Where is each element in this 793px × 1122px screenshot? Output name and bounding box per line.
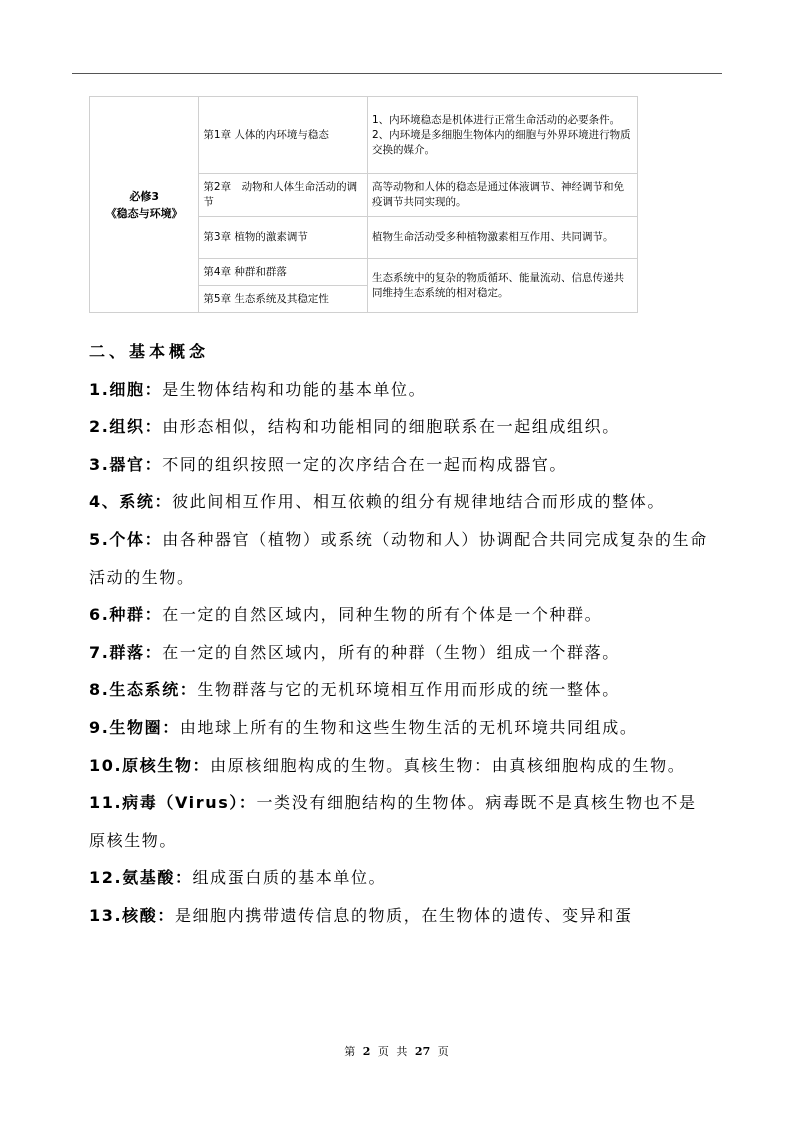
concept-item: [89, 446, 709, 484]
module-name-cell: [90, 97, 199, 313]
chapter-cell: 第4章 种群和群落: [199, 259, 368, 286]
total-page-count: 27: [414, 1045, 431, 1058]
current-page-number: 2: [362, 1045, 371, 1058]
concept-item: [89, 747, 709, 785]
concept-term: 5.个体：: [89, 529, 163, 549]
footer-suffix: 页: [437, 1045, 449, 1058]
concept-item: [89, 408, 709, 446]
description-line: 植物生命活动受多种植物激素相互作用、共同调节。: [372, 231, 614, 243]
footer-prefix: 第: [344, 1045, 356, 1058]
concept-item: [89, 521, 709, 596]
chapter-cell: 第2章 动物和人体生命活动的调节: [199, 174, 368, 217]
concept-term: 11.病毒（Virus）：: [89, 793, 257, 813]
concept-term: 7.群落：: [89, 642, 163, 662]
module-title: 《稳态与环境》: [105, 206, 183, 220]
concept-term: 8.生态系统：: [89, 680, 198, 700]
concept-term: 6.种群：: [89, 605, 163, 625]
chapter-cell: 第3章 植物的激素调节: [199, 217, 368, 259]
chapter-cell: 第5章 生态系统及其稳定性: [199, 286, 368, 313]
concept-text: 一类没有细胞结构的生物体。病毒既不是真核生物也不是原核生物。: [89, 793, 697, 850]
concept-item: [89, 634, 709, 672]
description-line: 生态系统中的复杂的物质循环、能量流动、信息传递共同维持生态系统的相对稳定。: [372, 271, 624, 299]
concept-text: 是细胞内携带遗传信息的物质，在生物体的遗传、变异和蛋: [174, 905, 633, 925]
module-code: 必修3: [129, 189, 160, 203]
concept-term: 4、系统：: [89, 492, 173, 512]
concept-term: 12.氨基酸：: [89, 868, 193, 888]
concepts-section: [89, 333, 709, 935]
concept-item: [89, 897, 709, 935]
description-line: 1、内环境稳态是机体进行正常生命活动的必要条件。: [372, 113, 621, 126]
concept-term: 2.组织：: [89, 417, 163, 437]
concept-item: [89, 371, 709, 409]
concept-item: [89, 671, 709, 709]
concept-text: 生物群落与它的无机环境相互作用而形成的统一整体。: [197, 680, 620, 700]
concept-text: 由各种器官（植物）或系统（动物和人）协调配合共同完成复杂的生命活动的生物。: [89, 529, 708, 587]
table-row: [90, 97, 638, 174]
concept-term: 1.细胞：: [89, 379, 163, 399]
description-cell: [368, 259, 638, 313]
section-heading: 二、基本概念: [89, 342, 210, 361]
concept-term: 10.原核生物：: [89, 755, 211, 775]
concept-term: 13.核酸：: [89, 905, 175, 925]
concept-term: 3.器官：: [89, 454, 163, 474]
description-cell: [368, 217, 638, 259]
concept-text: 不同的组织按照一定的次序结合在一起而构成器官。: [162, 454, 568, 474]
header-rule: [72, 73, 722, 74]
concept-item: [89, 859, 709, 897]
page-footer: [0, 1043, 793, 1059]
concept-item: [89, 709, 709, 747]
concept-item: [89, 596, 709, 634]
description-cell: [368, 174, 638, 217]
footer-middle: 页 共: [377, 1045, 408, 1058]
module-summary-table: [89, 96, 638, 313]
description-cell: [368, 97, 638, 174]
concept-text: 在一定的自然区域内，所有的种群（生物）组成一个群落。: [162, 642, 620, 662]
description-line: 2、内环境是多细胞生物体内的细胞与外界环境进行物质交换的媒介。: [372, 128, 631, 156]
concept-text: 组成蛋白质的基本单位。: [192, 868, 387, 888]
concept-text: 由形态相似，结构和功能相同的细胞联系在一起组成组织。: [162, 417, 620, 437]
concept-text: 由原核细胞构成的生物。真核生物：由真核细胞构成的生物。: [210, 755, 686, 775]
chapter-cell: 第1章 人体的内环境与稳态: [199, 97, 368, 174]
description-line: 高等动物和人体的稳态是通过体液调节、神经调节和免疫调节共同实现的。: [372, 181, 624, 208]
concept-text: 是生物体结构和功能的基本单位。: [162, 379, 427, 399]
concept-item: [89, 784, 709, 859]
concept-text: 彼此间相互作用、相互依赖的组分有规律地结合而形成的整体。: [172, 492, 665, 512]
concept-text: 由地球上所有的生物和这些生物生活的无机环境共同组成。: [179, 717, 638, 737]
concept-text: 在一定的自然区域内，同种生物的所有个体是一个种群。: [162, 605, 603, 625]
concept-item: [89, 483, 709, 521]
concept-term: 9.生物圈：: [89, 717, 180, 737]
